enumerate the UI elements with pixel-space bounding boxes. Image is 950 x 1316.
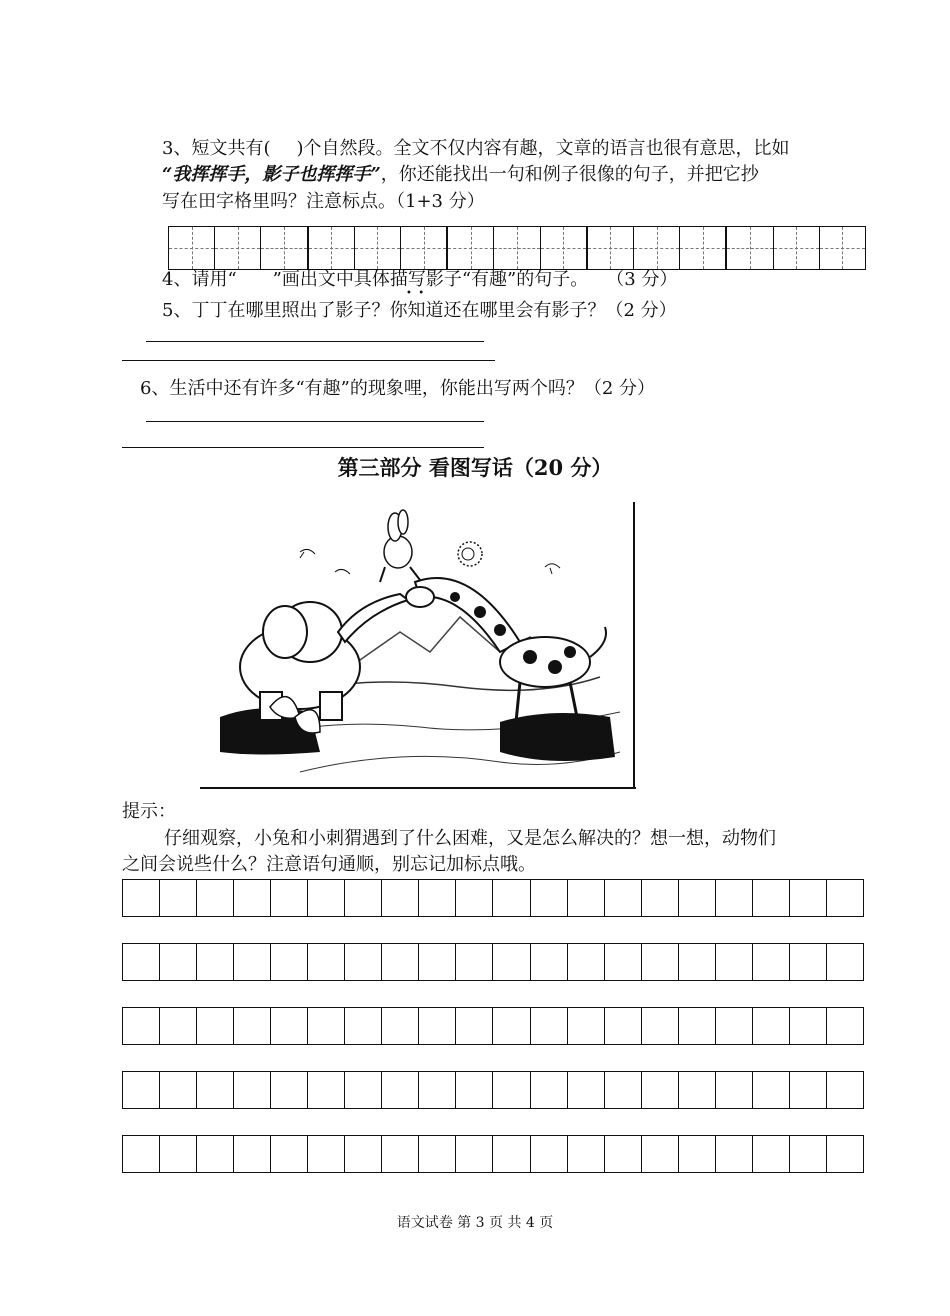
writing-cell[interactable]: [790, 944, 827, 980]
writing-cell[interactable]: [271, 1072, 308, 1108]
writing-cell[interactable]: [234, 1008, 271, 1044]
writing-cell[interactable]: [123, 1008, 160, 1044]
writing-cell[interactable]: [271, 1008, 308, 1044]
writing-cell[interactable]: [456, 944, 493, 980]
writing-cell[interactable]: [308, 1136, 345, 1172]
writing-cell[interactable]: [679, 1136, 716, 1172]
tianzige-cell[interactable]: [448, 227, 494, 269]
q3-text-b: )个自然段。全文不仅内容有趣，文章的语言也很有意思，比如: [296, 138, 790, 159]
writing-cell[interactable]: [271, 1136, 308, 1172]
writing-row[interactable]: [122, 879, 864, 917]
writing-cell[interactable]: [531, 944, 568, 980]
writing-cell[interactable]: [568, 880, 605, 916]
writing-cell[interactable]: [716, 1008, 753, 1044]
writing-cell[interactable]: [679, 1008, 716, 1044]
page-footer: 语文试卷 第 3 页 共 4 页: [396, 1215, 554, 1231]
writing-cell[interactable]: [345, 944, 382, 980]
writing-row[interactable]: [122, 943, 864, 981]
writing-cell[interactable]: [419, 1008, 456, 1044]
writing-cell[interactable]: [382, 1136, 419, 1172]
writing-cell[interactable]: [345, 1136, 382, 1172]
tianzige-cell[interactable]: [215, 227, 261, 269]
writing-cell[interactable]: [456, 1136, 493, 1172]
elephant-giraffe-illustration: [200, 502, 636, 790]
writing-cell[interactable]: [568, 1136, 605, 1172]
writing-cell[interactable]: [753, 944, 790, 980]
writing-cell[interactable]: [234, 880, 271, 916]
writing-cell[interactable]: [493, 1072, 530, 1108]
writing-cell[interactable]: [568, 1072, 605, 1108]
writing-cell[interactable]: [123, 944, 160, 980]
writing-cell[interactable]: [790, 880, 827, 916]
tianzige-cell[interactable]: [261, 227, 308, 269]
writing-cell[interactable]: [345, 880, 382, 916]
writing-cell[interactable]: [493, 944, 530, 980]
writing-row[interactable]: [122, 1007, 864, 1045]
writing-cell[interactable]: [382, 1008, 419, 1044]
writing-cell[interactable]: [605, 880, 642, 916]
writing-cell[interactable]: [308, 1008, 345, 1044]
writing-cell[interactable]: [642, 880, 679, 916]
writing-cell[interactable]: [493, 1136, 530, 1172]
writing-cell[interactable]: [679, 880, 716, 916]
writing-cell[interactable]: [345, 1008, 382, 1044]
writing-cell[interactable]: [160, 1072, 197, 1108]
writing-cell[interactable]: [716, 1072, 753, 1108]
writing-cell[interactable]: [123, 1072, 160, 1108]
writing-cell[interactable]: [197, 944, 234, 980]
writing-cell[interactable]: [531, 1136, 568, 1172]
writing-cell[interactable]: [345, 1072, 382, 1108]
q4-text-a: 4、请用“: [162, 269, 237, 290]
writing-cell[interactable]: [753, 1072, 790, 1108]
writing-cell[interactable]: [197, 1136, 234, 1172]
writing-cell[interactable]: [827, 1072, 863, 1108]
prompt-line1: 仔细观察，小兔和小刺猬遇到了什么困难，又是怎么解决的？想一想，动物们: [164, 828, 776, 849]
tianzige-cell[interactable]: [355, 227, 401, 269]
prompt-label: 提示：: [122, 801, 176, 822]
writing-cell[interactable]: [531, 1008, 568, 1044]
writing-cell[interactable]: [568, 1008, 605, 1044]
writing-cell[interactable]: [642, 1072, 679, 1108]
writing-cell[interactable]: [605, 1136, 642, 1172]
writing-cell[interactable]: [642, 1008, 679, 1044]
writing-cell[interactable]: [790, 1136, 827, 1172]
writing-cell[interactable]: [531, 1072, 568, 1108]
writing-cell[interactable]: [493, 1008, 530, 1044]
writing-cell[interactable]: [753, 880, 790, 916]
prompt-line2: 之间会说些什么？注意语句通顺，别忘记加标点哦。: [122, 854, 536, 875]
q3-line2: [162, 162, 759, 188]
q3-example-quote: “我挥挥手，影子也挥挥手”: [162, 164, 381, 185]
writing-cell[interactable]: [827, 944, 863, 980]
writing-cell[interactable]: [160, 1008, 197, 1044]
writing-cell[interactable]: [419, 944, 456, 980]
answer-line-q5-2[interactable]: [122, 360, 495, 361]
answer-line-q6-2[interactable]: [122, 447, 484, 448]
q4-score: （3 分）: [606, 269, 678, 290]
writing-cell[interactable]: [197, 880, 234, 916]
answer-line-q6-1[interactable]: [146, 421, 484, 422]
writing-cell[interactable]: [382, 944, 419, 980]
q3-line1: [162, 136, 790, 162]
writing-cell[interactable]: [827, 880, 863, 916]
writing-cell[interactable]: [456, 880, 493, 916]
writing-cell[interactable]: [456, 1072, 493, 1108]
writing-cell[interactable]: [419, 880, 456, 916]
writing-cell[interactable]: [716, 1136, 753, 1172]
writing-cell[interactable]: [160, 1136, 197, 1172]
writing-cell[interactable]: [605, 1072, 642, 1108]
tianzige-cell[interactable]: [169, 227, 215, 269]
writing-cell[interactable]: [308, 880, 345, 916]
writing-cell[interactable]: [197, 1072, 234, 1108]
tianzige-cell[interactable]: [541, 227, 588, 269]
writing-cell[interactable]: [234, 1072, 271, 1108]
writing-cell[interactable]: [234, 1136, 271, 1172]
tianzige-cell[interactable]: [680, 227, 727, 269]
writing-cell[interactable]: [642, 944, 679, 980]
writing-cell[interactable]: [753, 1008, 790, 1044]
answer-line-q5-1[interactable]: [146, 341, 484, 342]
section-title: 第三部分 看图写话（20 分）: [337, 455, 613, 480]
writing-cell[interactable]: [382, 880, 419, 916]
tianzige-cell[interactable]: [588, 227, 634, 269]
tianzige-cell[interactable]: [727, 227, 773, 269]
writing-cell[interactable]: [160, 880, 197, 916]
writing-cell[interactable]: [605, 944, 642, 980]
writing-cell[interactable]: [271, 880, 308, 916]
emphasis-dots: • •: [406, 288, 425, 299]
q3-text-a: 3、短文共有(: [162, 138, 271, 159]
writing-cell[interactable]: [790, 1008, 827, 1044]
writing-cell[interactable]: [679, 1072, 716, 1108]
tianzige-cell[interactable]: [634, 227, 680, 269]
writing-cell[interactable]: [679, 944, 716, 980]
writing-row[interactable]: [122, 1071, 864, 1109]
writing-cell[interactable]: [568, 944, 605, 980]
writing-cell[interactable]: [308, 944, 345, 980]
writing-cell[interactable]: [419, 1136, 456, 1172]
tianzige-cell[interactable]: [309, 227, 355, 269]
writing-row[interactable]: [122, 1135, 864, 1173]
tianzige-grid[interactable]: [168, 226, 866, 270]
q4-text-b: ”画出文中具体描写影子“有趣”的句子。: [272, 269, 589, 290]
writing-cell[interactable]: [123, 1136, 160, 1172]
writing-cell[interactable]: [382, 1072, 419, 1108]
writing-cell[interactable]: [827, 1008, 863, 1044]
q5-line: 5、丁丁在哪里照出了影子？你知道还在哪里会有影子？（2 分）: [162, 300, 677, 321]
tianzige-cell[interactable]: [820, 227, 865, 269]
writing-cell[interactable]: [308, 1072, 345, 1108]
writing-cell[interactable]: [790, 1072, 827, 1108]
writing-cell[interactable]: [716, 880, 753, 916]
tianzige-cell[interactable]: [494, 227, 540, 269]
q3-line2-rest: ，你还能找出一句和例子很像的句子，并把它抄: [380, 164, 759, 185]
writing-cell[interactable]: [531, 880, 568, 916]
writing-cell[interactable]: [456, 1008, 493, 1044]
writing-cell[interactable]: [753, 1136, 790, 1172]
tianzige-cell[interactable]: [774, 227, 820, 269]
tianzige-cell[interactable]: [401, 227, 448, 269]
writing-cell[interactable]: [642, 1136, 679, 1172]
writing-cell[interactable]: [716, 944, 753, 980]
writing-cell[interactable]: [827, 1136, 863, 1172]
writing-cell[interactable]: [197, 1008, 234, 1044]
q6-line: 6、生活中还有许多“有趣”的现象哩，你能出写两个吗？（2 分）: [140, 378, 656, 399]
writing-cell[interactable]: [234, 944, 271, 980]
writing-cell[interactable]: [605, 1008, 642, 1044]
writing-cell[interactable]: [271, 944, 308, 980]
writing-cell[interactable]: [493, 880, 530, 916]
writing-cell[interactable]: [160, 944, 197, 980]
q3-line3: 写在田字格里吗？注意标点。（1+3 分）: [162, 191, 485, 212]
writing-cell[interactable]: [123, 880, 160, 916]
writing-cell[interactable]: [419, 1072, 456, 1108]
